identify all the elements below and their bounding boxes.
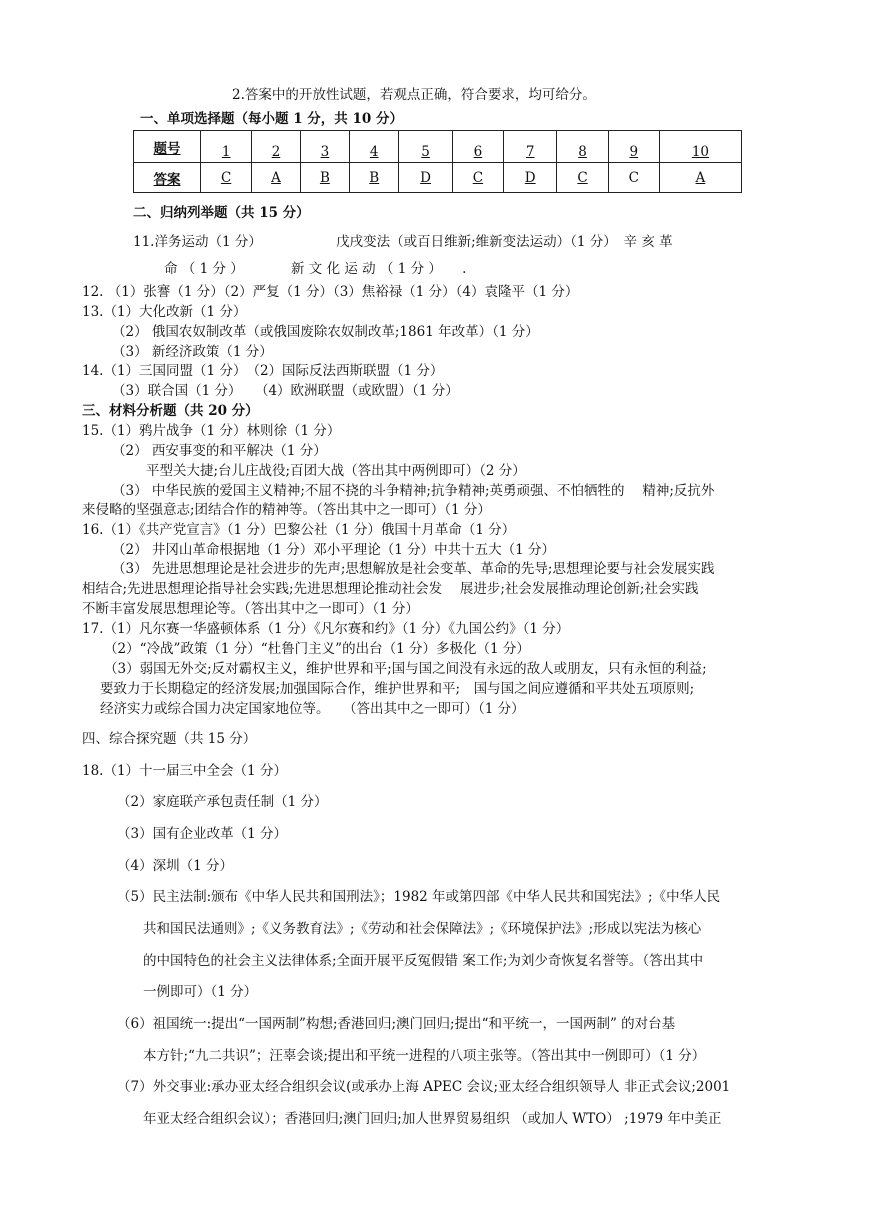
- table-number: 10: [659, 131, 741, 163]
- table-number: 1: [201, 131, 252, 163]
- answer-line: （5）民主法制:颁布《中华人民共和国刑法》；1982 年或第四部《中华人民共和国宪法》;《中华人民: [117, 889, 721, 905]
- answer-line: 不断丰富发展思想理论等。（答出其中之一即可）（1 分）: [82, 601, 419, 617]
- answer-line: 平型关大捷;台儿庄战役;百团大战（答出其中两例即可）（2 分）: [146, 463, 526, 479]
- answer-line: 经济实力或综合国力决定国家地位等。 （答出其中之一即可）（1 分）: [100, 701, 525, 717]
- answer-line: 13.（1）大化改新（1 分）: [82, 304, 247, 320]
- section-heading-1: 一、单项选择题（每小题 1 分，共 10 分）: [140, 111, 403, 127]
- answer-line: 来侵略的坚强意志;团结合作的精神等。（答出其中之一即可）（1 分）: [82, 502, 491, 518]
- answer-line: （6）祖国统一:提出“一国两制”构想;香港回归;澳门回归;提出“和平统一，一国两制” 的对台基: [117, 1016, 676, 1032]
- answer-line: （4）深圳（1 分）: [117, 858, 233, 874]
- answer-line: （2） 西安事变的和平解决（1 分）: [112, 443, 327, 459]
- table-answer: C: [608, 163, 659, 193]
- section-heading-2: 二、归纳列举题（共 15 分）: [133, 205, 310, 221]
- answer-line: 14.（1）三国同盟（1 分） （2）国际反法西斯联盟（1 分）: [82, 363, 444, 379]
- answer-line: 共和国民法通则》;《义务教育法》;《劳动和社会保障法》;《环境保护法》;形成以宪法为核心: [143, 921, 702, 937]
- answer-line: （2） 俄国农奴制改革（或俄国废除农奴制改革;1861 年改革）（1 分）: [112, 324, 539, 340]
- table-answer: D: [504, 163, 557, 193]
- answer-line: 年亚太经合组织会议）；香港回归;澳门回归;加人世界贸易组织 （或加人 WTO） ;1979 年中美正: [143, 1111, 722, 1127]
- table-answer: C: [201, 163, 252, 193]
- answer-line: 16.（1）《共产党宣言》（1 分）巴黎公社（1 分）俄国十月革命（1 分）: [82, 522, 516, 538]
- answer-line: 命 （ 1 分 ） 新 文 化 运 动 （ 1 分 ） .: [164, 261, 467, 277]
- table-answer: C: [557, 163, 608, 193]
- answer-table: [133, 130, 742, 193]
- table-row-numbers: [134, 131, 742, 163]
- table-number: 8: [557, 131, 608, 163]
- table-number: 7: [504, 131, 557, 163]
- answer-line: （2） 井冈山革命根据地（1 分）邓小平理论（1 分）中共十五大（1 分）: [112, 542, 556, 558]
- table-number: 4: [350, 131, 399, 163]
- table-row-answers: [134, 163, 742, 193]
- section-heading-3: 三、材料分析题（共 20 分）: [82, 403, 259, 419]
- note-line: 2.答案中的开放性试题，若观点正确，符合要求，均可给分。: [232, 87, 596, 103]
- table-number: 3: [300, 131, 349, 163]
- answer-line: （3） 中华民族的爱国主义精神;不屈不挠的斗争精神;抗争精神;英勇顽强、不怕牺牲的 精神;反抗外: [112, 483, 715, 499]
- table-answer: D: [399, 163, 452, 193]
- answer-line: 18.（1）十一届三中全会（1 分）: [82, 763, 287, 779]
- table-number: 5: [399, 131, 452, 163]
- answer-line: （2）“冷战”政策（1 分）“杜鲁门主义”的出台（1 分）多极化（1 分）: [104, 641, 530, 657]
- answer-line: 的中国特色的社会主义法律体系;全面开展平反冤假错 案工作;为刘少奇恢复名誉等。（答出其中: [143, 953, 704, 969]
- answer-line: 15.（1）鸦片战争（1 分）林则徐（1 分）: [82, 423, 341, 439]
- table-answer: C: [452, 163, 503, 193]
- table-number: 9: [608, 131, 659, 163]
- answer-line: 要致力于长期稳定的经济发展;加强国际合作，维护世界和平; 国与国之间应遵循和平共处五项原则;: [100, 681, 695, 697]
- answer-line: 17.（1）凡尔赛一华盛顿体系（1 分）《凡尔赛和约》（1 分）《九国公约》（1 分）: [82, 621, 570, 637]
- answer-line: （7）外交事业:承办亚太经合组织会议(或承办上海 APEC 会议;亚太经合组织领导人 非正式会议;2001: [117, 1079, 731, 1095]
- answer-line: （3）国有企业改革（1 分）: [117, 826, 287, 842]
- answer-line: 一例即可）（1 分）: [143, 984, 258, 1000]
- answer-line: 相结合;先进思想理论指导社会实践;先进思想理论推动社会发 展进步;社会发展推动理论创新;社会实践: [82, 581, 699, 597]
- table-answer-label: 答案: [134, 163, 201, 193]
- answer-line: （2）家庭联产承包责任制（1 分）: [117, 794, 328, 810]
- table-number: 6: [452, 131, 503, 163]
- answer-line: 本方针;“九二共识”；汪辜会谈;提出和平统一进程的八项主张等。（答出其中一例即可）（1 分）: [143, 1048, 706, 1064]
- answer-line: （3）联合国（1 分） （4）欧洲联盟（或欧盟）（1 分）: [112, 383, 459, 399]
- table-answer: B: [300, 163, 349, 193]
- table-answer: A: [252, 163, 301, 193]
- answer-line: （3） 先进思想理论是社会进步的先声;思想解放是社会变革、革命的先导;思想理论要与社会发展实践: [112, 561, 715, 577]
- section-heading-4: 四、综合探究题（共 15 分）: [82, 731, 257, 747]
- answer-line: 11.洋务运动（1 分） 戊戌变法（或百日维新;维新变法运动）（1 分） 辛 亥 革: [133, 234, 673, 250]
- table-number: 2: [252, 131, 301, 163]
- table-header-label: 题号: [134, 131, 201, 163]
- answer-line: （3）弱国无外交;反对霸权主义，维护世界和平;国与国之间没有永远的敌人或朋友，只有永恒的利益;: [104, 661, 707, 677]
- answer-line: （3） 新经济政策（1 分）: [112, 344, 273, 360]
- table-answer: A: [659, 163, 741, 193]
- answer-line: 12. （1）张謇（1 分）（2）严复（1 分）（3）焦裕禄（1 分）（4）袁隆平（1 分）: [82, 284, 579, 300]
- table-answer: B: [350, 163, 399, 193]
